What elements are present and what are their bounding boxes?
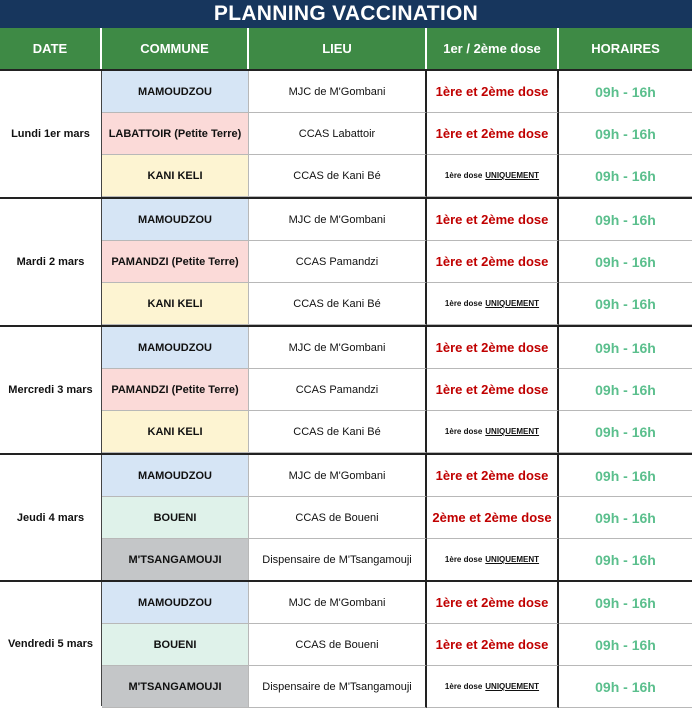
- table-row: [102, 113, 692, 155]
- table-row: [102, 155, 692, 197]
- dose-suffix: UNIQUEMENT: [485, 427, 540, 436]
- day-date: Vendredi 5 mars: [0, 582, 102, 706]
- commune-cell: LABATTOIR (Petite Terre): [102, 113, 249, 155]
- table-row: [102, 199, 692, 241]
- dose-suffix: UNIQUEMENT: [485, 171, 540, 180]
- hours-cell: 09h - 16h: [559, 497, 692, 539]
- hours-cell: 09h - 16h: [559, 155, 692, 197]
- commune-cell: M'TSANGAMOUJI: [102, 539, 249, 581]
- day-date: Mercredi 3 mars: [0, 327, 102, 453]
- commune-cell: KANI KELI: [102, 155, 249, 197]
- commune-cell: PAMANDZI (Petite Terre): [102, 369, 249, 411]
- table-row: [102, 539, 692, 581]
- dose-suffix: UNIQUEMENT: [485, 299, 540, 308]
- dose-cell: [427, 283, 559, 325]
- hours-cell: 09h - 16h: [559, 327, 692, 369]
- header-dose: 1er / 2ème dose: [427, 28, 559, 69]
- commune-cell: KANI KELI: [102, 411, 249, 453]
- commune-cell: KANI KELI: [102, 283, 249, 325]
- dose-text: 1ère et 2ème dose: [435, 212, 549, 227]
- commune-cell: BOUENI: [102, 497, 249, 539]
- day-group-mardi: [0, 197, 692, 325]
- lieu-cell: Dispensaire de M'Tsangamouji: [249, 666, 427, 708]
- dose-text: 1ère et 2ème dose: [435, 637, 549, 652]
- table-row: [102, 582, 692, 624]
- dose-cell: [427, 666, 559, 708]
- day-group-lundi: [0, 69, 692, 197]
- day-date: Lundi 1er mars: [0, 71, 102, 197]
- table-row: [102, 241, 692, 283]
- hours-cell: 09h - 16h: [559, 369, 692, 411]
- commune-cell: M'TSANGAMOUJI: [102, 666, 249, 708]
- table-row: [102, 624, 692, 666]
- table-row: [102, 327, 692, 369]
- day-group-vendredi: [0, 580, 692, 706]
- hours-cell: 09h - 16h: [559, 283, 692, 325]
- dose-cell: [427, 155, 559, 197]
- dose-cell: [427, 71, 559, 113]
- hours-cell: 09h - 16h: [559, 71, 692, 113]
- dose-cell: [427, 539, 559, 581]
- lieu-cell: CCAS de Boueni: [249, 497, 427, 539]
- dose-text: 2ème et 2ème dose: [432, 510, 552, 525]
- hours-cell: 09h - 16h: [559, 539, 692, 581]
- hours-cell: 09h - 16h: [559, 411, 692, 453]
- header-horaires: HORAIRES: [559, 28, 692, 69]
- day-date: Mardi 2 mars: [0, 199, 102, 325]
- dose-cell: [427, 497, 559, 539]
- lieu-cell: MJC de M'Gombani: [249, 71, 427, 113]
- table-row: [102, 71, 692, 113]
- lieu-cell: MJC de M'Gombani: [249, 455, 427, 497]
- hours-cell: 09h - 16h: [559, 113, 692, 155]
- day-date: Jeudi 4 mars: [0, 455, 102, 580]
- commune-cell: MAMOUDZOU: [102, 71, 249, 113]
- lieu-cell: CCAS Pamandzi: [249, 369, 427, 411]
- header-commune: COMMUNE: [102, 28, 249, 69]
- dose-cell: [427, 327, 559, 369]
- dose-text: 1ère et 2ème dose: [435, 468, 549, 483]
- lieu-cell: CCAS de Kani Bé: [249, 283, 427, 325]
- lieu-cell: CCAS Pamandzi: [249, 241, 427, 283]
- header-lieu: LIEU: [249, 28, 427, 69]
- dose-text: 1ère et 2ème dose: [435, 382, 549, 397]
- lieu-cell: CCAS Labattoir: [249, 113, 427, 155]
- table-row: [102, 411, 692, 453]
- hours-cell: 09h - 16h: [559, 199, 692, 241]
- commune-cell: MAMOUDZOU: [102, 582, 249, 624]
- dose-text: 1ère et 2ème dose: [435, 84, 549, 99]
- dose-text: 1ère et 2ème dose: [435, 595, 549, 610]
- dose-prefix: 1ère dose: [444, 427, 483, 436]
- hours-cell: 09h - 16h: [559, 241, 692, 283]
- dose-cell: [427, 624, 559, 666]
- day-group-mercredi: [0, 325, 692, 453]
- hours-cell: 09h - 16h: [559, 455, 692, 497]
- dose-suffix: UNIQUEMENT: [485, 555, 540, 564]
- dose-cell: [427, 582, 559, 624]
- table-header: [0, 28, 692, 69]
- table-row: [102, 455, 692, 497]
- lieu-cell: MJC de M'Gombani: [249, 199, 427, 241]
- dose-cell: [427, 411, 559, 453]
- dose-prefix: 1ère dose: [444, 682, 483, 691]
- commune-cell: BOUENI: [102, 624, 249, 666]
- dose-cell: [427, 369, 559, 411]
- lieu-cell: Dispensaire de M'Tsangamouji: [249, 539, 427, 581]
- dose-text: 1ère et 2ème dose: [435, 340, 549, 355]
- dose-text: 1ère et 2ème dose: [435, 126, 549, 141]
- dose-suffix: UNIQUEMENT: [485, 682, 540, 691]
- dose-prefix: 1ère dose: [444, 299, 483, 308]
- dose-prefix: 1ère dose: [444, 171, 483, 180]
- page-title: PLANNING VACCINATION: [0, 0, 692, 28]
- commune-cell: MAMOUDZOU: [102, 327, 249, 369]
- header-date: DATE: [0, 28, 102, 69]
- hours-cell: 09h - 16h: [559, 666, 692, 708]
- hours-cell: 09h - 16h: [559, 624, 692, 666]
- dose-cell: [427, 241, 559, 283]
- lieu-cell: CCAS de Kani Bé: [249, 155, 427, 197]
- dose-text: 1ère et 2ème dose: [435, 254, 549, 269]
- lieu-cell: MJC de M'Gombani: [249, 582, 427, 624]
- dose-cell: [427, 113, 559, 155]
- dose-cell: [427, 199, 559, 241]
- table-row: [102, 283, 692, 325]
- table-row: [102, 666, 692, 708]
- lieu-cell: CCAS de Kani Bé: [249, 411, 427, 453]
- commune-cell: PAMANDZI (Petite Terre): [102, 241, 249, 283]
- hours-cell: 09h - 16h: [559, 582, 692, 624]
- dose-prefix: 1ère dose: [444, 555, 483, 564]
- commune-cell: MAMOUDZOU: [102, 199, 249, 241]
- lieu-cell: MJC de M'Gombani: [249, 327, 427, 369]
- commune-cell: MAMOUDZOU: [102, 455, 249, 497]
- day-group-jeudi: [0, 453, 692, 580]
- table-row: [102, 369, 692, 411]
- table-row: [102, 497, 692, 539]
- dose-cell: [427, 455, 559, 497]
- lieu-cell: CCAS de Boueni: [249, 624, 427, 666]
